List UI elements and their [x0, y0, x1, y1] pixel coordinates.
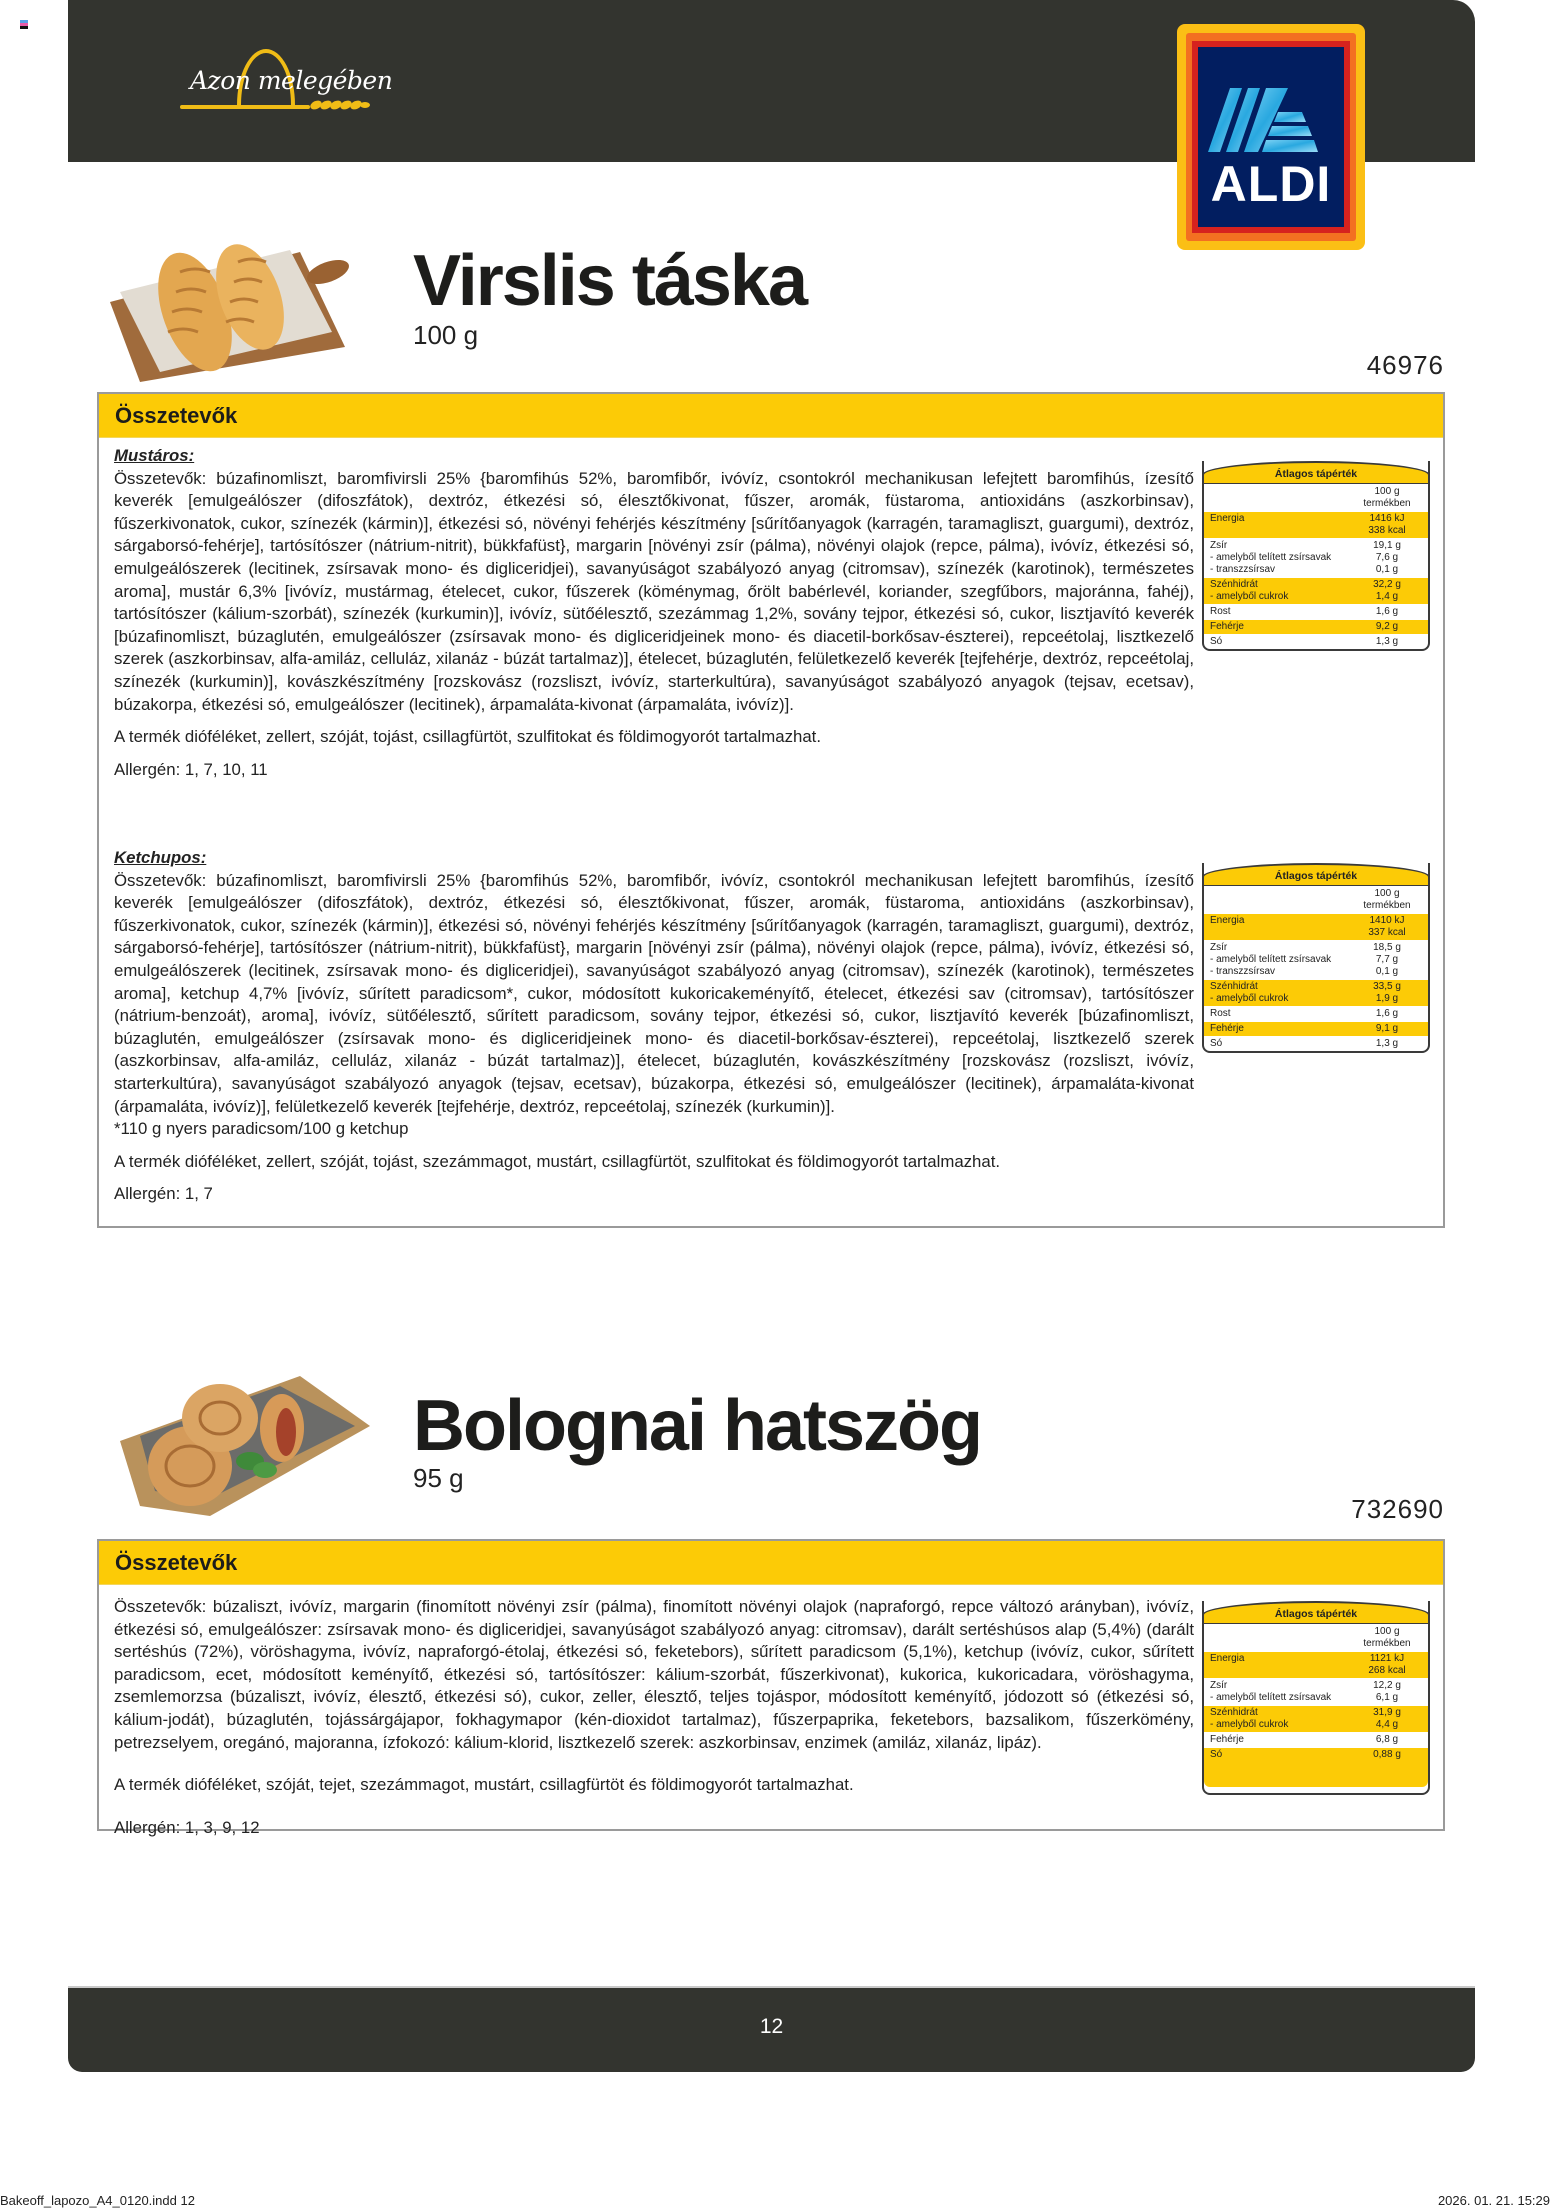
nutrition-row-carbs: Szénhidrát - amelyből cukrok 31,9 g 4,4 g: [1204, 1705, 1428, 1732]
may-contain-note: A termék dióféléket, zellert, szóját, tojást, csillagfürtöt, szulfitokat és földimogyorót tartalmazhat.: [114, 727, 821, 747]
variant-name: Mustáros:: [114, 446, 195, 465]
nutrition-table-bolognai: [1202, 1601, 1430, 1795]
product-code: 732690: [1351, 1494, 1444, 1524]
product-title: Bolognai hatszög: [413, 1386, 981, 1466]
aldi-logo: [1177, 24, 1365, 250]
per-amount: 100 g: [1374, 888, 1400, 899]
product-photo-bolognai-hatszog: [110, 1366, 380, 1516]
per-label: termékben: [1363, 900, 1411, 911]
per-amount: 100 g: [1374, 1626, 1400, 1637]
nutrition-row-protein: Fehérje 9,2 g: [1204, 619, 1428, 634]
registration-mark: [20, 20, 28, 29]
ingredients-box-virslis-taska: [97, 392, 1445, 1228]
product-code: 46976: [1366, 350, 1444, 380]
section-heading: Összetevők: [99, 394, 1443, 438]
per-label: termékben: [1363, 498, 1411, 509]
nutrition-row-salt: Só 1,3 g: [1204, 634, 1428, 649]
nutrition-row-protein: Fehérje 6,8 g: [1204, 1732, 1428, 1747]
nutrition-table-mustaros: [1202, 461, 1430, 651]
print-slug-file: Bakeoff_lapozo_A4_0120.indd 12: [0, 2193, 195, 2208]
aldi-stripes-icon: [1202, 62, 1342, 152]
ingredients-box-bolognai-hatszog: [97, 1539, 1445, 1837]
nutrition-row-energy: Energia 1416 kJ 338 kcal: [1204, 511, 1428, 538]
nutrition-title: Átlagos tápérték: [1202, 863, 1430, 886]
nutrition-row-fiber: Rost 1,6 g: [1204, 604, 1428, 619]
nutrition-title: Átlagos tápérték: [1202, 461, 1430, 484]
nutrition-row-fat: Zsír - amelyből telített zsírsavak - transzzsírsav 19,1 g 7,6 g 0,1 g: [1204, 538, 1428, 577]
ingredients-prefix: Összetevők:: [114, 870, 207, 890]
product-photo-virslis-taska: [100, 232, 350, 382]
ingredients-prefix: Összetevők:: [114, 468, 207, 488]
brand-logo: [180, 44, 393, 114]
product-weight: 100 g: [413, 320, 479, 350]
page-number: 12: [759, 2015, 784, 2038]
page-footer: [68, 1986, 1475, 2072]
nutrition-table-ketchupos: [1202, 863, 1430, 1053]
ingredients-variant-mustaros: [114, 445, 1194, 781]
nutrition-row-carbs: Szénhidrát - amelyből cukrok 33,5 g 1,9 g: [1204, 979, 1428, 1006]
allergen-list: Allergén: 1, 3, 9, 12: [114, 1817, 260, 1837]
nutrition-row-fat: Zsír - amelyből telített zsírsavak 12,2 g 6,1 g: [1204, 1678, 1428, 1705]
nutrition-title: Átlagos tápérték: [1202, 1601, 1430, 1624]
per-amount: 100 g: [1374, 486, 1400, 497]
print-slug-date: 2026. 01. 21. 15:29: [1437, 2193, 1550, 2208]
ingredients-text: búzafinomliszt, baromfivirsli 25% {baromfihús 52%, baromfibőr, ivóvíz, csontokról mechanikusan lefejtett baromfihús, ízesítő keverék [emulgeálószer (difoszfátok), dextróz, étkezési só, élesztőkivonat, fűszer, aromák, füstaroma, antioxidáns (aszkorbinsav), fűszerkivonatok, cukor, színezék (kármin)], étkezési só, növényi fehérjés készítmény [sűrítőanyagok (karragén, taramagliszt, guargumi), dextróz, sárgaborsó-fehérje], tartósítószer (nátrium-nitrit), bükkfafüst}, margarin [növényi zsír (pálma), növényi olajok (repce, pálma), ivóvíz, étkezési só, emulgeálószerek (lecitinek, zsírsavak mono- és digliceridjei), savanyúságot szabályozó anyag (citromsav), színezék (karotinok), természetes aroma], mustár 6,3% [ivóvíz, mustármag, ételecet, cukor, fűszerek (köménymag, őrölt babérlevél, koriander, szegfűbors, majoránna, fahéj), tartósítószer (kálium-szorbát), színezék (kurkumin)], ivóvíz, sütőélesztő, szezámmag 1,2%, sovány tejpor, étkezési só, cukor, lisztjavító keverék [búzafinomliszt, búzaglutén, emulgeálószer (zsírsavak mono- és digliceridjeinek mono- és diacetil-borkősav-észterei), repceétolaj, lisztkezelő szerek (aszkorbinsav, alfa-amiláz, celluláz, xilanáz - búzát tartalmaz)], ételecet, búzaglutén, felületkezelő keverék [tejfehérje, dextróz, repceétolaj, színezék (kurkumin)], kovászkészítmény [rozskovász (rozsliszt, ivóvíz, starterkultúra), savanyúságot szabályozó anyagok (tejsav, ecetsav), búzakorpa, étkezési só, emulgeálószer (lecitinek), árpamaláta-kivonat (árpamaláta, ivóvíz)].: [114, 468, 1194, 714]
ingredients-bolognai: [114, 1596, 1194, 1839]
per-label: termékben: [1363, 1638, 1411, 1649]
allergen-list: Allergén: 1, 7, 10, 11: [114, 759, 268, 779]
product-title: Virslis táska: [413, 241, 806, 321]
nutrition-row-salt: Só 1,3 g: [1204, 1036, 1428, 1051]
nutrition-row-fiber: Rost 1,6 g: [1204, 1006, 1428, 1021]
ingredients-prefix: Összetevők:: [114, 1597, 207, 1616]
nutrition-row-energy: Energia 1410 kJ 337 kcal: [1204, 913, 1428, 940]
ingredients-text: búzafinomliszt, baromfivirsli 25% {baromfihús 52%, baromfibőr, ivóvíz, csontokról mechanikusan lefejtett baromfihús, ízesítő keverék [emulgeálószer (difoszfátok), dextróz, étkezési só, élesztőkivonat, fűszer, aromák, füstaroma, antioxidáns (aszkorbinsav), fűszerkivonatok, cukor, színezék (kármin)], étkezési só, növényi fehérjés készítmény [sűrítőanyagok (karragén, taramagliszt, guargumi), dextróz, sárgaborsó-fehérje], tartósítószer (nátrium-nitrit), bükkfafüst}, margarin [növényi zsír (pálma), növényi olajok (repce, pálma), ivóvíz, étkezési só, emulgeálószerek (lecitinek, zsírsavak mono- és digliceridjei), savanyúságot szabályozó anyag (citromsav), színezék (karotinok), természetes aroma], ketchup 4,7% [ivóvíz, sűrített paradicsom*, cukor, módosított kukoricakeményítő, ételecet, étkezési sav (citromsav), tartósítószer (nátrium-benzoát), aroma], ivóvíz, sütőélesztő, sűrített paradicsom, sovány tejpor, étkezési só, cukor, lisztjavító keverék [búzafinomliszt, búzaglutén, emulgeálószer (zsírsavak mono- és digliceridjeinek mono- és diacetil-borkősav-észterei), repceétolaj, lisztkezelő szerek (aszkorbinsav, alfa-amiláz, celluláz, xilanáz - búzát tartalmaz)], ételecet, búzaglutén, kovászkészítmény [rozskovász (rozsliszt, ivóvíz, starterkultúra), savanyúságot szabályozó anyagok (tejsav, ecetsav), búzakorpa, étkezési só, emulgeálószer (lecitinek), árpamaláta-kivonat (árpamaláta, ivóvíz)], felületkezelő keverék [tejfehérje, dextróz, repceétolaj, színezék (kurkumin)].: [114, 870, 1194, 1116]
wheat-icon: [308, 98, 370, 112]
nutrition-row-carbs: Szénhidrát - amelyből cukrok 32,2 g 1,4 g: [1204, 577, 1428, 604]
nutrition-row-fat: Zsír - amelyből telített zsírsavak - transzzsírsav 18,5 g 7,7 g 0,1 g: [1204, 940, 1428, 979]
ingredients-text: búzaliszt, ivóvíz, margarin (finomított növényi zsír (pálma), finomított növényi olajok (napraforgó, repce változó arányban), ivóvíz, étkezési só, emulgeálószer: zsírsavak mono- és digliceridjei, savanyúságot szabályozó anyag: citromsav), darált sertéshúsos alap (5,4%) (darált sertéshús (72%), vöröshagyma, ivóvíz, napraforgó-étolaj, étkezési só, feketebors), sűrített paradicsom (5,1%), ketchup (ivóvíz, cukor, sűrített paradicsom, ecet, módosított keményítő, étkezési só, tartósítószer: kálium-szorbát, fűszerkivonat), kukorica, kukoricadara, vöröshagyma, zsemlemorzsa (búzaliszt, ivóvíz, élesztő, étkezési só), cukor, zeller, élesztő, teljes tojáspor, módosított keményítő, jódozott só (étkezési só, kálium-jodát), búzaglutén, tojássárgájapor, fokhagymapor (kén-dioxidot tartalmaz), fűszerpaprika, feketebors, bazsalikom, fűszerkömény, petrezselyem, oregánó, majoranna, ízfokozó: kálium-klorid, lisztkezelő szerek: aszkorbinsav, enzimek (amiláz, xilanáz, lipáz).: [114, 1597, 1194, 1752]
section-heading: Összetevők: [99, 1541, 1443, 1585]
may-contain-note: A termék dióféléket, szóját, tejet, szezámmagot, mustárt, csillagfürtöt és földimogyorót tartalmazhat.: [114, 1775, 854, 1795]
variant-name: Ketchupos:: [114, 848, 207, 867]
product-weight: 95 g: [413, 1463, 464, 1493]
aldi-wordmark: ALDI: [1210, 156, 1332, 212]
nutrition-row-salt: Só 0,88 g: [1204, 1747, 1428, 1787]
may-contain-note: A termék dióféléket, zellert, szóját, tojást, szezámmagot, mustárt, csillagfürtöt, szulfitokat és földimogyorót tartalmazhat.: [114, 1151, 1001, 1171]
underline-swoosh: [180, 105, 310, 109]
ingredients-variant-ketchupos: [114, 847, 1194, 1206]
nutrition-row-energy: Energia 1121 kJ 268 kcal: [1204, 1651, 1428, 1678]
footnote: *110 g nyers paradicsom/100 g ketchup: [114, 1119, 409, 1139]
brand-tagline: Azon melegében: [190, 66, 393, 95]
nutrition-row-protein: Fehérje 9,1 g: [1204, 1021, 1428, 1036]
allergen-list: Allergén: 1, 7: [114, 1184, 213, 1204]
